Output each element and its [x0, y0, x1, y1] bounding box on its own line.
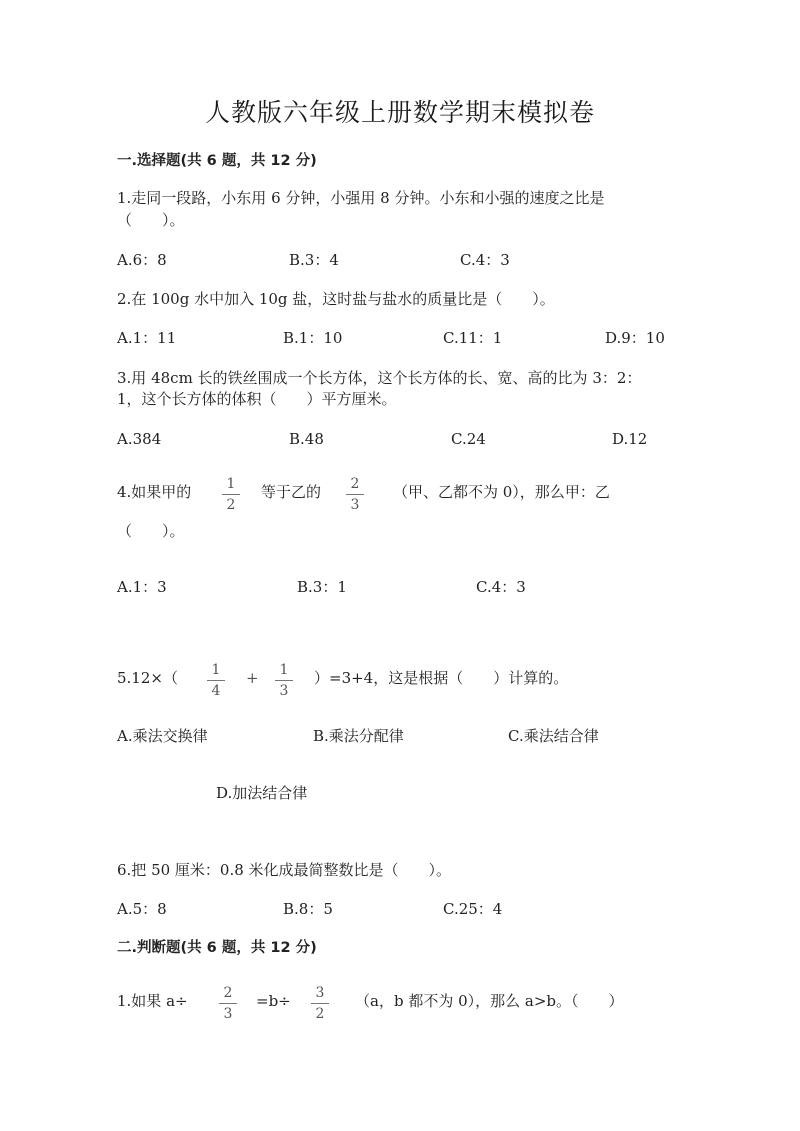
page-title: 人教版六年级上册数学期末模拟卷 — [204, 98, 595, 127]
question-2-text: 2.在 100g 水中加入 10g 盐，这时盐与盐水的质量比是（ ）。 — [117, 290, 555, 308]
section-heading-judgment: 二.判断题(共 6 题，共 12 分) — [117, 940, 317, 956]
fraction-numerator: 1 — [226, 476, 236, 492]
question-5-option-d: D.加法结合律 — [216, 784, 308, 802]
fraction-numerator: 2 — [223, 985, 233, 1001]
fraction-numerator: 2 — [350, 476, 360, 492]
question-2-option-c: C.11：1 — [443, 329, 503, 347]
fraction-one-quarter — [204, 662, 228, 699]
question-4-option-c: C.4：3 — [476, 578, 526, 596]
fraction-denominator: 2 — [226, 497, 236, 513]
fraction-numerator: 3 — [315, 985, 325, 1001]
question-3-text: 3.用 48cm 长的铁丝围成一个长方体，这个长方体的长、宽、高的比为 3：2： — [117, 369, 642, 387]
question-5-option-c: C.乘法结合律 — [508, 727, 599, 745]
fraction-two-thirds — [216, 985, 240, 1022]
question-3-text-cont: 1，这个长方体的体积（ ）平方厘米。 — [117, 390, 397, 408]
question-6-option-a: A.5：8 — [117, 900, 167, 918]
plus-sign: + — [246, 669, 259, 687]
fraction-bar — [219, 1003, 237, 1004]
question-5-option-b: B.乘法分配律 — [313, 727, 404, 745]
question-5-text-part1: 5.12×（ — [117, 669, 178, 687]
fraction-bar — [222, 494, 240, 495]
question-1-option-a: A.6：8 — [117, 251, 167, 269]
question-1-text: 1.走同一段路，小东用 6 分钟，小强用 8 分钟。小东和小强的速度之比是 — [117, 189, 605, 207]
question-5-option-a: A.乘法交换律 — [117, 727, 208, 745]
question-3-option-d: D.12 — [612, 430, 648, 448]
question-4-text-part3: （甲、乙都不为 0），那么甲：乙 — [393, 483, 610, 501]
question-4-text-part2: 等于乙的 — [261, 483, 322, 501]
fraction-denominator: 2 — [315, 1006, 325, 1022]
question-1-blank: （ ）。 — [117, 211, 185, 229]
judgment-1-text-part2: =b÷ — [256, 992, 291, 1010]
question-4-option-a: A.1：3 — [117, 578, 167, 596]
fraction-bar — [275, 680, 293, 681]
fraction-numerator: 1 — [279, 662, 289, 678]
fraction-bar — [207, 680, 225, 681]
fraction-one-half — [219, 476, 243, 513]
question-6-text: 6.把 50 厘米：0.8 米化成最简整数比是（ ）。 — [117, 861, 452, 879]
question-6-option-c: C.25：4 — [443, 900, 503, 918]
section-heading-choice: 一.选择题(共 6 题，共 12 分) — [117, 153, 317, 169]
question-6-option-b: B.8：5 — [283, 900, 333, 918]
question-4-blank: （ ）。 — [117, 522, 185, 540]
question-2-option-b: B.1：10 — [283, 329, 343, 347]
question-2-option-d: D.9：10 — [605, 329, 665, 347]
question-2-option-a: A.1：11 — [117, 329, 177, 347]
fraction-bar — [346, 494, 364, 495]
judgment-1-text-part1: 1.如果 a÷ — [117, 992, 188, 1010]
judgment-1-text-part3: （a，b 都不为 0），那么 a>b。（ ） — [355, 992, 624, 1010]
fraction-one-third — [272, 662, 296, 699]
fraction-bar — [311, 1003, 329, 1004]
fraction-two-thirds — [343, 476, 367, 513]
fraction-denominator: 3 — [350, 497, 360, 513]
fraction-denominator: 3 — [279, 683, 289, 699]
question-4-text-part1: 4.如果甲的 — [117, 483, 192, 501]
fraction-three-halves — [308, 985, 332, 1022]
question-4-option-b: B.3：1 — [297, 578, 347, 596]
fraction-denominator: 4 — [211, 683, 221, 699]
question-1-option-c: C.4：3 — [460, 251, 510, 269]
question-3-option-a: A.384 — [117, 430, 162, 448]
question-3-option-b: B.48 — [289, 430, 324, 448]
fraction-denominator: 3 — [223, 1006, 233, 1022]
question-3-option-c: C.24 — [451, 430, 486, 448]
fraction-numerator: 1 — [211, 662, 221, 678]
question-5-text-part2: ）=3+4，这是根据（ ）计算的。 — [314, 669, 569, 687]
question-1-option-b: B.3：4 — [289, 251, 339, 269]
